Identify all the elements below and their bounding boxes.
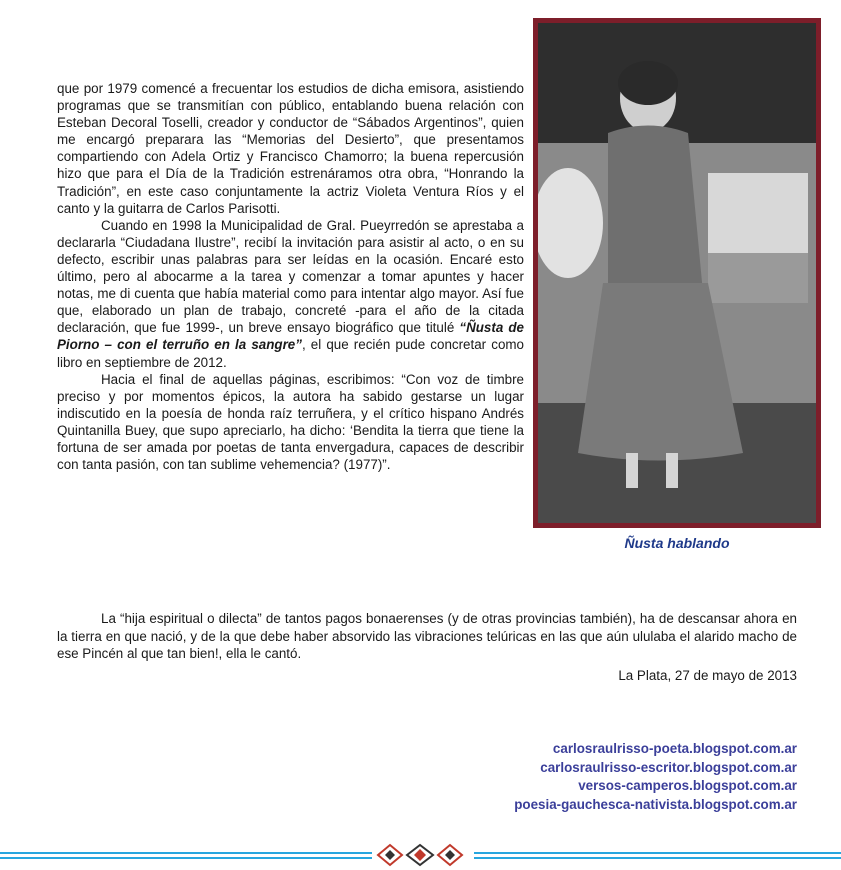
blog-link[interactable]: poesia-gauchesca-nativista.blogspot.com.ar — [514, 796, 797, 812]
paragraph-3: Hacia el final de aquellas páginas, escribimos: “Con voz de timbre preciso y por momentos épicos, la autora ha sabido gestarse un lugar indiscutido en la poesía de honda raíz terruñera, y el crítico hispano Andrés Quintanilla Buey, que supo apreciarlo, ha dicho: ‘Bendita la tierra que tiene la fortuna de ser amada por poetas de tanta envergadura, capaces de describir con tanta pasión, con tan sublime vehemencia? (1977)”. — [57, 371, 524, 473]
photo-illustration — [538, 23, 816, 523]
paragraph-1: que por 1979 comencé a frecuentar los estudios de dicha emisora, asistiendo programas que se transmitían con público, entablando buena relación con Esteban Decoral Toselli, creador y conductor de “Sábados Argentinos”, quien me encargó preparara las “Memorias del Desierto”, que presentamos compartiendo con Adela Ortiz y Francisco Chamorro; la buena repercusión hizo que para el Día de la Tradición estrenáramos otra obra, “Honrando la Tradición”, en este caso conjuntamente la actriz Violeta Ventura Ríos y el canto y la guitarra de Carlos Parisotti. — [57, 81, 524, 216]
paragraph-2-text: Cuando en 1998 la Municipalidad de Gral. Pueyrredón se aprestaba a declararla “Ciudadana Ilustre”, recibí la invitación para asistir al acto, o en su defecto, escribir unas palabras para ser leídas en la ocasión. Encaré esto último, pero al abocarme a la tarea y comenzar a tomar apuntes y hacer notas, me di cuenta que había material como para intentar algo mayor. Así fue que, elaborado un plan de trabajo, concreté -para el año de la citada declaración, que fue 1999-, un breve ensayo biográfico que titulé — [57, 217, 524, 336]
photo-caption: Ñusta hablando — [624, 535, 730, 551]
book-title: “Ñusta de Piorno – con el terruño en la sangre” — [57, 320, 524, 353]
footer-rule-right — [474, 852, 841, 860]
closing-paragraph: La “hija espiritual o dilecta” de tantos pagos bonaerenses (y de otras provincias también), ha de descansar ahora en la tierra en que nació, y de la que debe haber absorvido las vibraciones telúricas en las que aún ululaba el alarido macho de ese Pincén al que tan bien!, ella le cantó. — [57, 611, 797, 661]
blog-link[interactable]: carlosraulrisso-poeta.blogspot.com.ar — [552, 741, 797, 756]
blog-link[interactable]: versos-camperos.blogspot.com.ar — [578, 778, 797, 793]
paragraph-2 — [57, 217, 524, 371]
main-text-column — [57, 80, 524, 473]
closing-text — [57, 610, 797, 663]
blog-links — [514, 740, 797, 814]
paragraph-2-end: , el que recién pude concretar como libro en septiembre de 2012. — [57, 337, 524, 370]
blog-link[interactable]: carlosraulrisso-escritor.blogspot.com.ar — [540, 759, 797, 775]
date-line: La Plata, 27 de mayo de 2013 — [618, 668, 797, 683]
photo-frame — [533, 18, 821, 528]
footer-ornament-icon — [376, 843, 464, 867]
photo-nusta-speaking — [538, 23, 816, 523]
footer-rule-left — [0, 852, 372, 860]
